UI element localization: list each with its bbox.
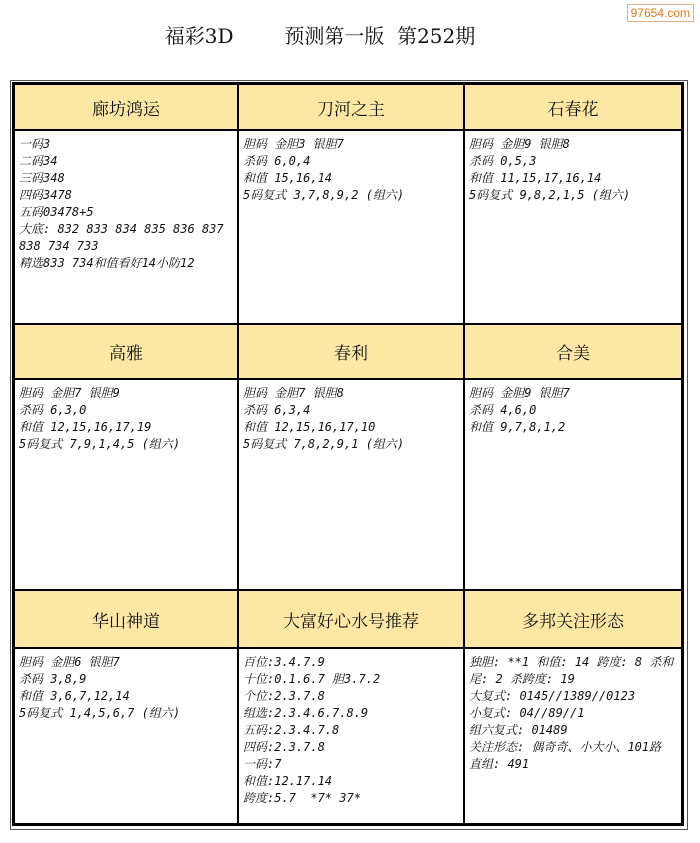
section-line: 杀码 6,3,0	[19, 403, 87, 417]
section-line: 和值 12,15,16,17,10	[243, 420, 376, 434]
section-line: 关注形态: 偶奇奇、小大小、101路	[469, 740, 662, 754]
section-line: 胆码 金胆6 银胆7	[19, 655, 120, 669]
section-line: 5码复式 7,9,1,4,5 (组六)	[19, 437, 181, 451]
section-line: 和值 15,16,14	[243, 171, 333, 185]
section-line: 大底: 832 833 834 835 836 837 838 734 733	[19, 222, 231, 253]
site-watermark: 97654.com	[627, 4, 694, 22]
section-line: 和值 12,15,16,17,19	[19, 420, 152, 434]
section-line: 胆码 金胆9 银胆7	[469, 386, 570, 400]
prediction-grid	[12, 82, 684, 826]
section-header-5: 合美	[465, 325, 681, 380]
section-line: 一码3	[19, 137, 51, 151]
section-body-0	[15, 131, 239, 325]
section-body-7	[239, 649, 465, 823]
section-line: 直组: 491	[469, 757, 530, 771]
section-line: 5码复式 7,8,2,9,1 (组六)	[243, 437, 405, 451]
section-line: 四码3478	[19, 188, 72, 202]
section-line: 一码:7	[243, 757, 282, 771]
section-line: 胆码 金胆7 银胆8	[243, 386, 344, 400]
section-line: 十位:0.1.6.7 胆3.7.2	[243, 672, 381, 686]
section-body-2	[465, 131, 681, 325]
section-line: 二码34	[19, 154, 58, 168]
section-header-0: 廊坊鸿运	[15, 85, 239, 131]
section-body-6	[15, 649, 239, 823]
section-line: 三码348	[19, 171, 65, 185]
section-line: 和值:12.17.14	[243, 774, 333, 788]
section-body-4	[239, 380, 465, 591]
section-header-1: 刀河之主	[239, 85, 465, 131]
section-header-7: 大富好心水号推荐	[239, 591, 465, 649]
section-line: 五码:2.3.4.7.8	[243, 723, 340, 737]
section-header-4: 春利	[239, 325, 465, 380]
section-line: 5码复式 3,7,8,9,2 (组六)	[243, 188, 405, 202]
section-header-8: 多邦关注形态	[465, 591, 681, 649]
section-line: 组六复式: 01489	[469, 723, 568, 737]
section-line: 5码复式 9,8,2,1,5 (组六)	[469, 188, 631, 202]
section-line: 和值 11,15,17,16,14	[469, 171, 602, 185]
section-line: 四码:2.3.7.8	[243, 740, 325, 754]
section-line: 组选:2.3.4.6.7.8.9	[243, 706, 369, 720]
section-line: 小复式: 04//89//1	[469, 706, 585, 720]
section-line: 大复式: 0145//1389//0123	[469, 689, 636, 703]
section-line: 百位:3.4.7.9	[243, 655, 325, 669]
section-line: 胆码 金胆7 银胆9	[19, 386, 120, 400]
section-line: 和值 9,7,8,1,2	[469, 420, 566, 434]
section-body-5	[465, 380, 681, 591]
section-line: 杀码 0,5,3	[469, 154, 537, 168]
section-header-3: 高雅	[15, 325, 239, 380]
section-line: 独胆: **1 和值: 14 跨度: 8 杀和尾: 2 杀跨度: 19	[469, 655, 674, 686]
section-body-8	[465, 649, 681, 823]
section-header-6: 华山神道	[15, 591, 239, 649]
section-line: 五码03478+5	[19, 205, 94, 219]
section-body-1	[239, 131, 465, 325]
section-header-2: 石春花	[465, 85, 681, 131]
section-line: 杀码 3,8,9	[19, 672, 87, 686]
section-line: 和值 3,6,7,12,14	[19, 689, 130, 703]
section-line: 跨度:5.7 *7* 37*	[243, 791, 361, 805]
section-line: 杀码 6,0,4	[243, 154, 311, 168]
section-line: 杀码 4,6,0	[469, 403, 537, 417]
section-line: 胆码 金胆3 银胆7	[243, 137, 344, 151]
section-line: 个位:2.3.7.8	[243, 689, 325, 703]
section-line: 精选833 734和值看好14小防12	[19, 256, 195, 270]
section-line: 杀码 6,3,4	[243, 403, 311, 417]
section-line: 5码复式 1,4,5,6,7 (组六)	[19, 706, 181, 720]
section-body-3	[15, 380, 239, 591]
section-line: 胆码 金胆9 银胆8	[469, 137, 570, 151]
page-title: 福彩3D 预测第一版 第252期	[164, 24, 476, 48]
